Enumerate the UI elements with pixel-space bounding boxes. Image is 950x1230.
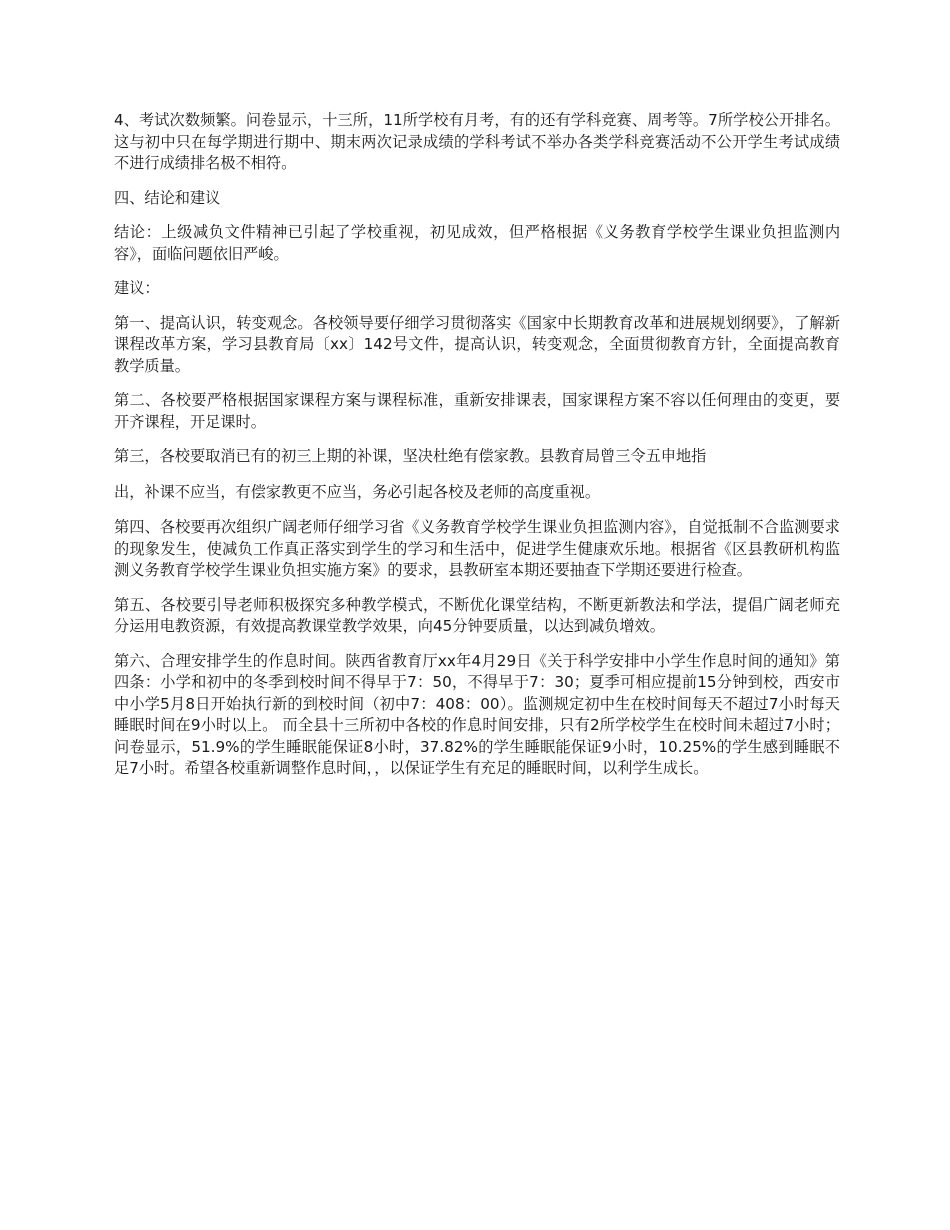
paragraph-suggestion-label: 建议： xyxy=(114,279,160,297)
document-body xyxy=(114,110,840,793)
paragraph-conclusion: 结论：上级减负文件精神已引起了学校重视，初见成效，但严格根据《义务教育学校学生课业负担监测内容》，面临问题依旧严峻。 xyxy=(114,223,840,263)
paragraph-suggestion-3-part2: 出，补课不应当，有偿家教更不应当，务必引起各校及老师的高度重视。 xyxy=(114,482,600,501)
paragraph-suggestion-1: 第一、提高认识，转变观念。各校领导要仔细学习贯彻落实《国家中长期教育改革和进展规划纲要》，了解新课程改革方案，学习县教育局〔xx〕142号文件，提高认识，转变观念，全面贯彻教育方针，全面提高教育教学质量。 xyxy=(114,313,840,375)
paragraph-suggestion-5: 第五、各校要引导老师积极探究多种教学模式，不断优化课堂结构，不断更新教法和学法，提倡广阔老师充分运用电教资源，有效提高教课堂教学效果，向45分钟要质量，以达到减负增效。 xyxy=(114,595,840,635)
section-heading-conclusion: 四、结论和建议 xyxy=(114,188,221,207)
paragraph-suggestion-4: 第四、各校要再次组织广阔老师仔细学习省《义务教育学校学生课业负担监测内容》，自觉抵制不合监测要求的现象发生，使减负工作真正落实到学生的学习和生活中，促进学生健康欢乐地。根据省《区县教研机构监测义务教育学校学生课业负担实施方案》的要求，县教研室本期还要抽查下学期还要进行检查。 xyxy=(114,518,840,579)
paragraph-suggestion-2: 第二、各校要严格根据国家课程方案与课程标准，重新安排课表，国家课程方案不容以任何理由的变更，要开齐课程，开足课时。 xyxy=(114,391,840,431)
paragraph-exam-frequency: 4、考试次数频繁。问卷显示，十三所，11所学校有月考，有的还有学科竞赛、周考等。7所学校公开排名。这与初中只在每学期进行期中、期末两次记录成绩的学科考试不举办各类学科竞赛活动不公开学生考试成绩不进行成绩排名极不相符。 xyxy=(114,111,840,172)
paragraph-suggestion-6: 第六、合理安排学生的作息时间。陕西省教育厅xx年4月29日《关于科学安排中小学生作息时间的通知》第四条：小学和初中的冬季到校时间不得早于7：50，不得早于7：30；夏季可相应提前15分钟到校，西安市中小学5月8日开始执行新的到校时间（初中7：408：00）。监测规定初中生在校时间每天不超过7小时每天睡眠时间在9小时以上。 而全县十三所初中各校的作息时间安排，只有2所学校学生在校时间未超过7小时；问卷显示，51.9%的学生睡眠能保证8小时，37.82%的学生睡眠能保证9小时，10.25%的学生感到睡眠不足7小时。希望各校重新调整作息时间，，以保证学生有充足的睡眠时间，以利学生成长。 xyxy=(114,651,840,777)
paragraph-suggestion-3-part1: 第三，各校要取消已有的初三上期的补课，坚决杜绝有偿家教。县教育局曾三令五申地指 xyxy=(114,447,707,465)
